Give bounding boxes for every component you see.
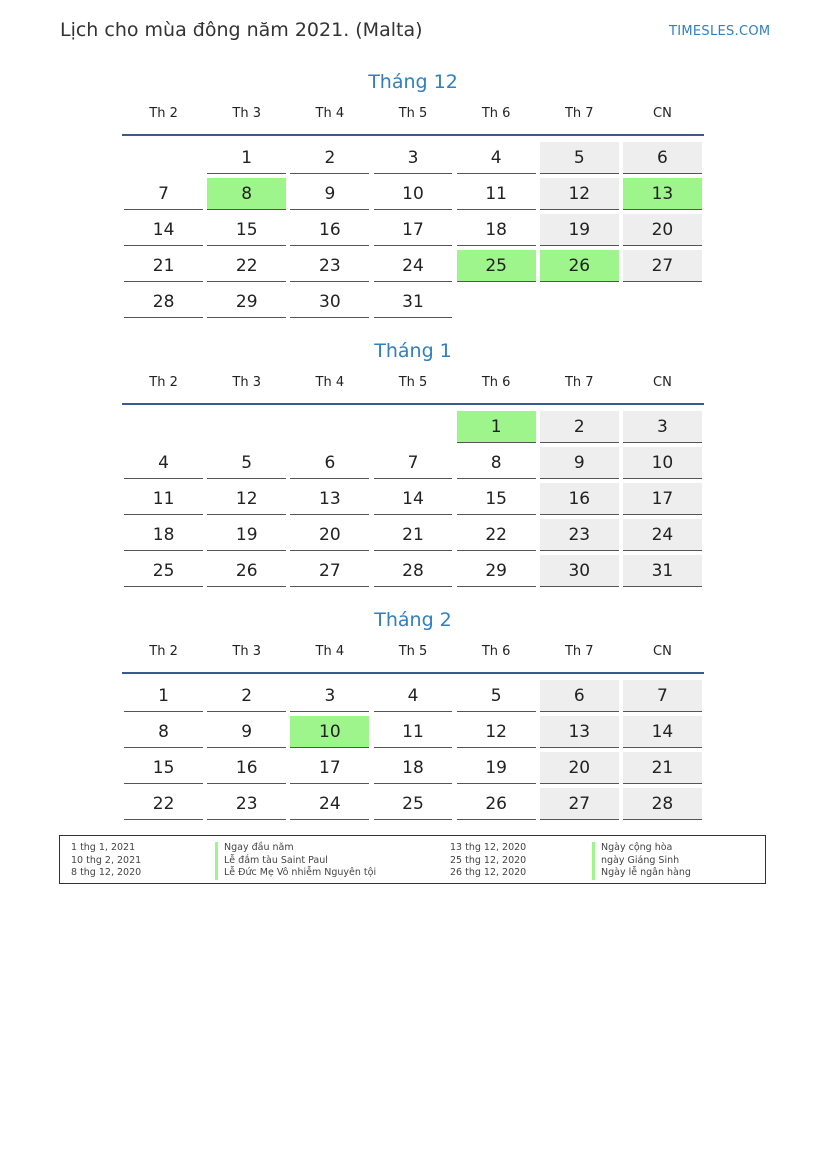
day-cell[interactable]: 3 <box>290 680 369 712</box>
day-cell[interactable]: 8 <box>124 716 203 748</box>
weekday-label: Th 2 <box>149 644 178 659</box>
empty-day-cell <box>124 411 203 442</box>
month-calendar-january <box>122 336 704 589</box>
day-cell[interactable]: 24 <box>374 250 453 282</box>
day-cell[interactable]: 27 <box>623 250 702 282</box>
weekday-label: Th 3 <box>232 644 261 659</box>
day-cell[interactable]: 21 <box>374 519 453 551</box>
day-cell[interactable]: 15 <box>207 214 286 246</box>
weeks-grid <box>122 136 704 320</box>
weekday-label: Th 5 <box>398 644 428 659</box>
day-cell[interactable]: 24 <box>623 519 702 551</box>
holiday-legend <box>59 835 766 884</box>
day-cell[interactable]: 7 <box>374 447 453 479</box>
week-row <box>122 517 704 553</box>
legend-holiday-name: Ngay đầu năm <box>224 842 294 853</box>
week-row <box>122 786 704 822</box>
day-cell[interactable]: 18 <box>374 752 453 784</box>
day-cell[interactable]: 10 <box>623 447 702 479</box>
week-row <box>122 553 704 589</box>
day-cell[interactable]: 13 <box>290 483 369 515</box>
day-cell[interactable]: 30 <box>290 286 369 318</box>
holiday-day-cell[interactable]: 13 <box>623 178 702 210</box>
day-cell[interactable]: 23 <box>290 250 369 282</box>
week-row <box>122 409 704 445</box>
weekday-label: CN <box>653 375 672 390</box>
legend-holiday-name: Lễ Đức Mẹ Vô nhiễm Nguyên tội <box>224 867 377 879</box>
day-cell[interactable]: 4 <box>124 447 203 479</box>
day-cell[interactable]: 5 <box>540 142 619 174</box>
day-cell[interactable]: 15 <box>457 483 536 515</box>
empty-day-cell <box>207 411 286 442</box>
day-cell[interactable]: 22 <box>124 788 203 820</box>
empty-day-cell <box>540 286 619 317</box>
day-cell[interactable]: 28 <box>623 788 702 820</box>
day-cell[interactable]: 6 <box>623 142 702 174</box>
legend-left-names <box>215 842 376 880</box>
day-cell[interactable]: 16 <box>540 483 619 515</box>
day-cell[interactable]: 25 <box>374 788 453 820</box>
holiday-day-cell[interactable]: 8 <box>207 178 286 210</box>
weekday-header-row <box>122 97 704 136</box>
week-row <box>122 212 704 248</box>
legend-date: 1 thg 1, 2021 <box>71 842 136 853</box>
day-cell[interactable]: 27 <box>540 788 619 820</box>
weeks-grid <box>122 674 704 822</box>
weekday-label: Th 5 <box>398 375 428 390</box>
day-cell[interactable]: 11 <box>457 178 536 210</box>
day-cell[interactable]: 17 <box>623 483 702 515</box>
brand-link[interactable]: TIMESLES.COM <box>669 24 771 39</box>
empty-day-cell <box>124 142 203 173</box>
holiday-day-cell[interactable]: 1 <box>457 411 536 443</box>
week-row <box>122 481 704 517</box>
day-cell[interactable]: 9 <box>290 178 369 210</box>
day-cell[interactable]: 7 <box>124 178 203 210</box>
day-cell[interactable]: 20 <box>290 519 369 551</box>
day-cell[interactable]: 17 <box>290 752 369 784</box>
page-title: Lịch cho mùa đông năm 2021. (Malta) <box>60 19 423 41</box>
day-cell[interactable]: 16 <box>207 752 286 784</box>
day-cell[interactable]: 3 <box>623 411 702 443</box>
day-cell[interactable]: 21 <box>623 752 702 784</box>
day-cell[interactable]: 19 <box>207 519 286 551</box>
week-row <box>122 750 704 786</box>
weekday-label: CN <box>653 644 672 659</box>
empty-day-cell <box>374 411 453 442</box>
week-row <box>122 248 704 284</box>
day-cell[interactable]: 22 <box>207 250 286 282</box>
day-cell[interactable]: 20 <box>623 214 702 246</box>
day-cell[interactable]: 6 <box>290 447 369 479</box>
day-cell[interactable]: 12 <box>457 716 536 748</box>
day-cell[interactable]: 9 <box>207 716 286 748</box>
weekday-header-row <box>122 635 704 674</box>
week-row <box>122 176 704 212</box>
day-cell[interactable]: 1 <box>207 142 286 174</box>
legend-holiday-name: Lễ đắm tàu Saint Paul <box>224 854 328 866</box>
day-cell[interactable]: 4 <box>457 142 536 174</box>
month-calendar-february <box>122 605 704 822</box>
day-cell[interactable]: 12 <box>207 483 286 515</box>
day-cell[interactable]: 21 <box>124 250 203 282</box>
day-cell[interactable]: 9 <box>540 447 619 479</box>
day-cell[interactable]: 19 <box>540 214 619 246</box>
day-cell[interactable]: 12 <box>540 178 619 210</box>
weekday-label: Th 7 <box>564 644 594 659</box>
weekday-label: Th 6 <box>481 644 511 659</box>
day-cell[interactable]: 18 <box>124 519 203 551</box>
week-row <box>122 445 704 481</box>
holiday-day-cell[interactable]: 26 <box>540 250 619 282</box>
weeks-grid <box>122 405 704 589</box>
weekday-label: Th 5 <box>398 106 428 121</box>
legend-date: 10 thg 2, 2021 <box>71 854 142 866</box>
day-cell[interactable]: 14 <box>374 483 453 515</box>
empty-day-cell <box>457 286 536 317</box>
day-cell[interactable]: 2 <box>207 680 286 712</box>
day-cell[interactable]: 14 <box>623 716 702 748</box>
day-cell[interactable]: 23 <box>207 788 286 820</box>
legend-date: 13 thg 12, 2020 <box>450 842 527 853</box>
day-cell[interactable]: 13 <box>540 716 619 748</box>
day-cell[interactable]: 11 <box>374 716 453 748</box>
weekday-label: Th 4 <box>315 375 345 390</box>
day-cell[interactable]: 30 <box>540 555 619 587</box>
month-title: Tháng 1 <box>374 340 452 362</box>
legend-right-dates <box>450 842 590 880</box>
day-cell[interactable]: 19 <box>457 752 536 784</box>
weekday-header-row <box>122 366 704 405</box>
day-cell[interactable]: 1 <box>124 680 203 712</box>
legend-left-dates <box>71 842 211 880</box>
month-title: Tháng 12 <box>368 71 458 93</box>
day-cell[interactable]: 3 <box>374 142 453 174</box>
empty-day-cell <box>623 286 702 317</box>
week-row <box>122 678 704 714</box>
day-cell[interactable]: 7 <box>623 680 702 712</box>
day-cell[interactable]: 6 <box>540 680 619 712</box>
week-row <box>122 714 704 750</box>
day-cell[interactable]: 14 <box>124 214 203 246</box>
day-cell[interactable]: 5 <box>207 447 286 479</box>
legend-date: 26 thg 12, 2020 <box>450 867 527 879</box>
month-calendar-december <box>122 67 704 320</box>
day-cell[interactable]: 26 <box>207 555 286 587</box>
day-cell[interactable]: 20 <box>540 752 619 784</box>
holiday-day-cell[interactable]: 25 <box>457 250 536 282</box>
day-cell[interactable]: 29 <box>457 555 536 587</box>
weekday-label: Th 6 <box>481 375 511 390</box>
day-cell[interactable]: 27 <box>290 555 369 587</box>
weekday-label: Th 2 <box>149 375 178 390</box>
weekday-label: Th 3 <box>232 106 261 121</box>
day-cell[interactable]: 25 <box>124 555 203 587</box>
day-cell[interactable]: 31 <box>374 286 453 318</box>
weekday-label: CN <box>653 106 672 121</box>
day-cell[interactable]: 11 <box>124 483 203 515</box>
day-cell[interactable]: 31 <box>623 555 702 587</box>
weekday-label: Th 7 <box>564 375 594 390</box>
weekday-label: Th 3 <box>232 375 261 390</box>
legend-holiday-name: Ngày cộng hòa <box>601 842 673 853</box>
weekday-label: Th 2 <box>149 106 178 121</box>
legend-holiday-name: Ngày lễ ngân hàng <box>601 867 691 879</box>
day-cell[interactable]: 10 <box>374 178 453 210</box>
day-cell[interactable]: 15 <box>124 752 203 784</box>
day-cell[interactable]: 22 <box>457 519 536 551</box>
empty-day-cell <box>290 411 369 442</box>
day-cell[interactable]: 2 <box>290 142 369 174</box>
legend-right-names <box>592 842 691 880</box>
day-cell[interactable]: 5 <box>457 680 536 712</box>
weekday-label: Th 4 <box>315 644 345 659</box>
day-cell[interactable]: 26 <box>457 788 536 820</box>
day-cell[interactable]: 24 <box>290 788 369 820</box>
day-cell[interactable]: 29 <box>207 286 286 318</box>
holiday-day-cell[interactable]: 10 <box>290 716 369 748</box>
weekday-label: Th 7 <box>564 106 594 121</box>
day-cell[interactable]: 8 <box>457 447 536 479</box>
legend-date: 8 thg 12, 2020 <box>71 867 142 879</box>
week-row <box>122 284 704 320</box>
weekday-label: Th 4 <box>315 106 345 121</box>
day-cell[interactable]: 18 <box>457 214 536 246</box>
month-title: Tháng 2 <box>374 609 452 631</box>
day-cell[interactable]: 16 <box>290 214 369 246</box>
legend-holiday-name: ngày Giáng Sinh <box>601 854 680 866</box>
legend-date: 25 thg 12, 2020 <box>450 854 527 866</box>
day-cell[interactable]: 28 <box>374 555 453 587</box>
week-row <box>122 140 704 176</box>
weekday-label: Th 6 <box>481 106 511 121</box>
day-cell[interactable]: 17 <box>374 214 453 246</box>
day-cell[interactable]: 2 <box>540 411 619 443</box>
day-cell[interactable]: 4 <box>374 680 453 712</box>
day-cell[interactable]: 23 <box>540 519 619 551</box>
day-cell[interactable]: 28 <box>124 286 203 318</box>
